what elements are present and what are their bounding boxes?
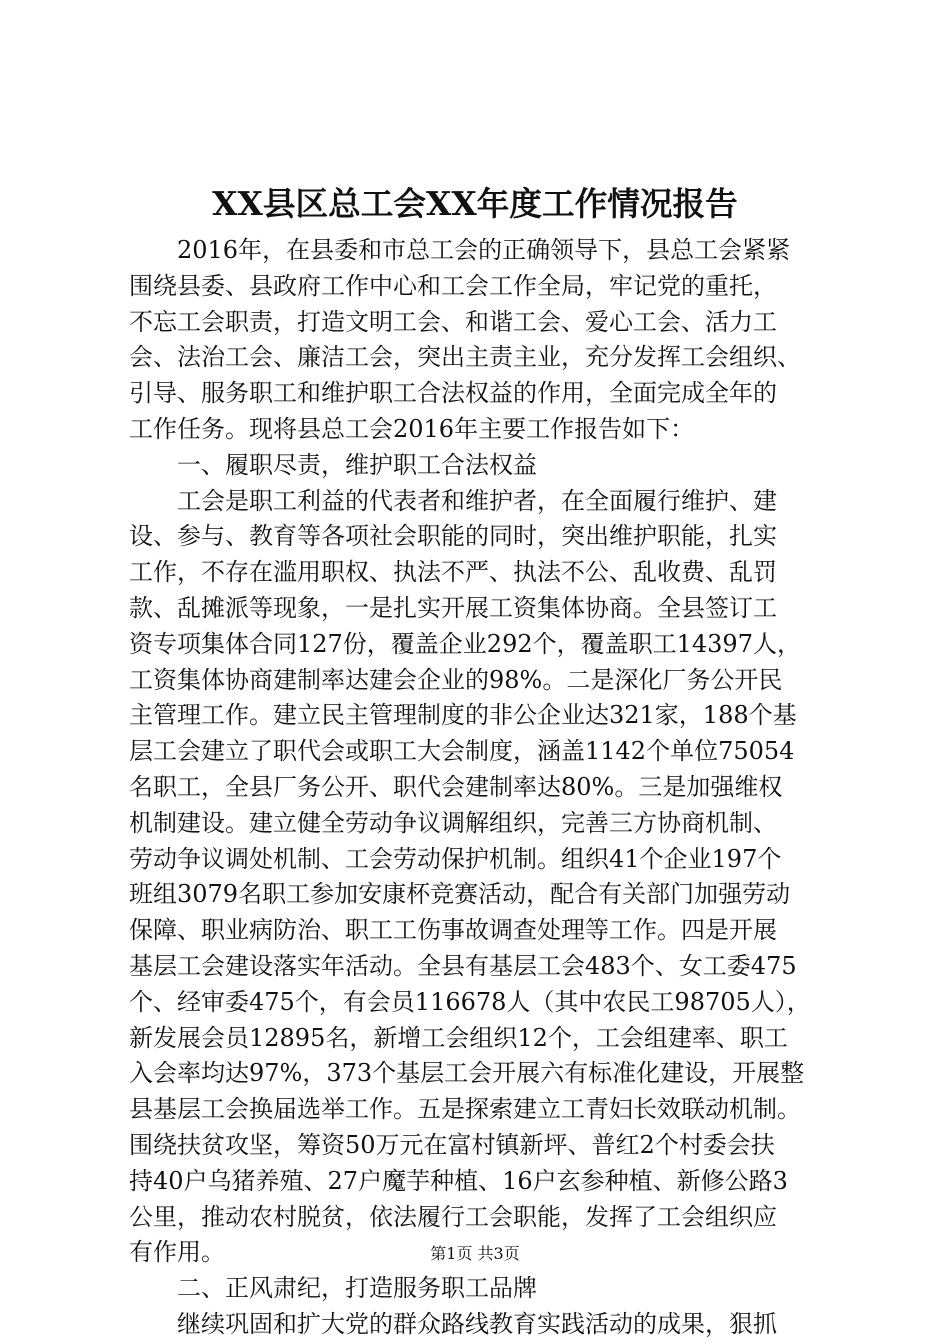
body-text-line: 继续巩固和扩大党的群众路线教育实践活动的成果，狠抓	[129, 1309, 777, 1338]
body-text-line: 层工会建立了职代会或职工大会制度，涵盖1142个单位75054	[129, 737, 795, 766]
body-text-line: 资专项集体合同127份，覆盖企业292个，覆盖职工14397人，	[129, 629, 801, 658]
document-title: XX县区总工会XX年度工作情况报告	[212, 184, 738, 223]
body-text-line: 会、法治工会、廉洁工会，突出主责主业，充分发挥工会组织、	[129, 343, 801, 372]
body-text-line: 引导、服务职工和维护职工合法权益的作用，全面完成全年的	[129, 379, 777, 408]
body-text-line: 围绕扶贫攻坚，筹资50万元在富村镇新坪、普红2个村委会扶	[129, 1130, 775, 1159]
body-text-line: 二、正风肃纪，打造服务职工品牌	[129, 1274, 537, 1303]
body-text-line: 有作用。	[129, 1238, 225, 1267]
body-text-line: 一、履职尽责，维护职工合法权益	[129, 450, 537, 479]
body-text-line: 保障、职业病防治、职工工伤事故调查处理等工作。四是开展	[129, 916, 777, 945]
body-text-line: 工作任务。现将县总工会2016年主要工作报告如下：	[129, 414, 695, 443]
body-text-line: 工资集体协商建制率达建会企业的98%。二是深化厂务公开民	[129, 665, 783, 694]
body-text-line: 设、参与、教育等各项社会职能的同时，突出维护职能，扎实	[129, 522, 777, 551]
body-text-line: 基层工会建设落实年活动。全县有基层工会483个、女工委475	[129, 951, 797, 980]
body-text-line: 县基层工会换届选举工作。五是探索建立工青妇长效联动机制。	[129, 1095, 801, 1124]
body-text-line: 主管理工作。建立民主管理制度的非公企业达321家，188个基	[129, 701, 797, 730]
body-text-line: 机制建设。建立健全劳动争议调解组织，完善三方协商机制、	[129, 808, 777, 837]
body-text-line: 新发展会员12895名，新增工会组织12个，工会组建率、职工	[129, 1023, 788, 1052]
body-text-line: 劳动争议调处机制、工会劳动保护机制。组织41个企业197个	[129, 844, 782, 873]
page-number-footer: 第1页 共3页	[430, 1244, 520, 1263]
body-text-line: 入会率均达97%，373个基层工会开展六有标准化建设，开展整	[129, 1059, 805, 1088]
body-text-line: 名职工，全县厂务公开、职代会建制率达80%。三是加强维权	[129, 772, 783, 801]
body-text-line: 班组3079名职工参加安康杯竞赛活动，配合有关部门加强劳动	[129, 880, 791, 909]
body-text-line: 个、经审委475个，有会员116678人（其中农民工98705人），	[129, 987, 811, 1016]
body-text-line: 不忘工会职责，打造文明工会、和谐工会、爱心工会、活力工	[129, 307, 777, 336]
body-text-line: 持40户乌猪养殖、27户魔芋种植、16户玄参种植、新修公路3	[129, 1166, 788, 1195]
body-text-line: 围绕县委、县政府工作中心和工会工作全局，牢记党的重托，	[129, 271, 777, 300]
body-text-line: 2016年，在县委和市总工会的正确领导下，县总工会紧紧	[129, 236, 791, 264]
body-text-line: 工会是职工利益的代表者和维护者，在全面履行维护、建	[129, 486, 777, 515]
body-text-line: 工作，不存在滥用职权、执法不严、执法不公、乱收费、乱罚	[129, 558, 777, 587]
body-text-line: 公里，推动农村脱贫，依法履行工会职能，发挥了工会组织应	[129, 1202, 777, 1231]
body-text-line: 款、乱摊派等现象，一是扎实开展工资集体协商。全县签订工	[129, 593, 777, 622]
document-body	[129, 233, 849, 1343]
